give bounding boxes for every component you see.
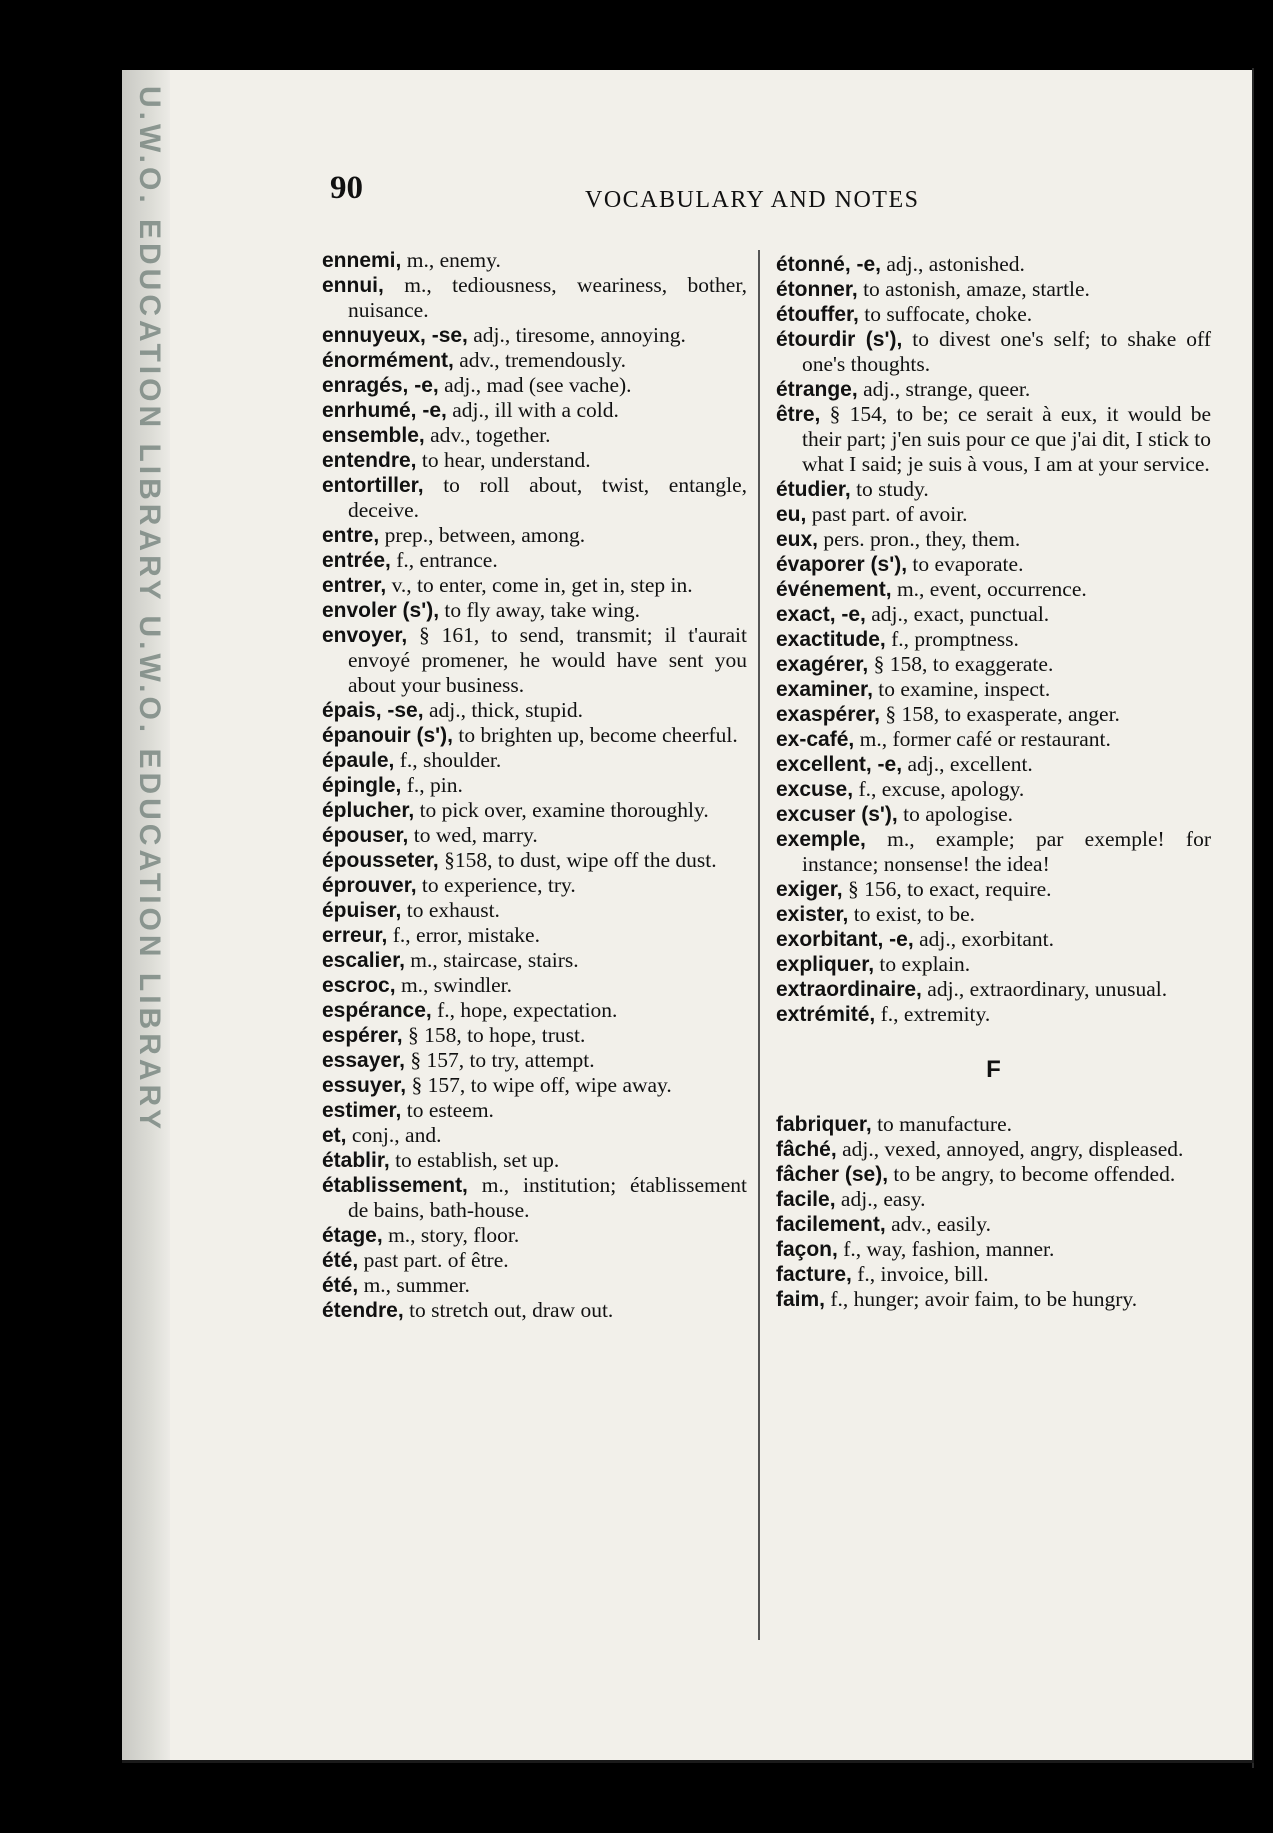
entry-definition: conj., and. [346, 1123, 442, 1147]
entry-definition: to pick over, examine thoroughly. [414, 798, 709, 822]
entry-definition: § 156, to exact, require. [842, 877, 1052, 901]
library-stamp: U.W.O. EDUCATION LIBRARY U.W.O. EDUCATION LIBRARY [133, 86, 166, 1134]
entry-definition: to evaporate. [907, 552, 1024, 576]
entry-definition: to wed, marry. [408, 823, 538, 847]
entry-definition: adj., excellent. [902, 752, 1033, 776]
right-border [1254, 0, 1273, 1833]
entry-headword: épanouir (s'), [322, 724, 454, 747]
vocabulary-entry [322, 473, 747, 523]
running-head: VOCABULARY AND NOTES [585, 187, 920, 213]
entry-headword: ensemble, [322, 424, 425, 447]
entry-headword: fâché, [776, 1138, 837, 1161]
entry-definition: to astonish, amaze, startle. [857, 277, 1090, 301]
entry-definition: m., staircase, stairs. [404, 948, 579, 972]
vocabulary-entry [322, 948, 747, 973]
entry-definition: adj., easy. [835, 1187, 926, 1211]
entry-headword: étonné, -e, [776, 253, 882, 276]
vocabulary-entry [776, 977, 1211, 1002]
vocabulary-entry [322, 448, 747, 473]
right-column-entries [776, 252, 1211, 1027]
vocabulary-entry [322, 773, 747, 798]
vocabulary-entry [322, 398, 747, 423]
entry-definition: adj., thick, stupid. [423, 698, 584, 722]
entry-definition: f., entrance. [390, 548, 498, 572]
entry-definition: f., pin. [401, 773, 463, 797]
vocabulary-entry [322, 548, 747, 573]
entry-definition: adj., strange, queer. [857, 377, 1031, 401]
entry-headword: entortiller, [322, 474, 424, 497]
vocabulary-entry [322, 323, 747, 348]
vocabulary-entry [776, 1002, 1211, 1027]
entry-headword: étendre, [322, 1299, 404, 1322]
entry-headword: escroc, [322, 974, 396, 997]
entry-headword: expliquer, [776, 953, 875, 976]
entry-definition: adj., ill with a cold. [446, 398, 619, 422]
left-column [322, 248, 747, 1323]
vocabulary-entry [776, 302, 1211, 327]
entry-definition: f., extremity. [875, 1002, 991, 1026]
entry-definition: adj., vexed, annoyed, angry, displeased. [836, 1137, 1184, 1161]
entry-headword: événement, [776, 578, 892, 601]
vocabulary-entry [322, 798, 747, 823]
entry-headword: exaspérer, [776, 703, 880, 726]
vocabulary-entry [776, 277, 1211, 302]
entry-definition: adj., exorbitant. [913, 927, 1055, 951]
vocabulary-entry [322, 1273, 747, 1298]
entry-definition: adv., together. [424, 423, 551, 447]
vocabulary-entry [322, 998, 747, 1023]
entry-headword: éprouver, [322, 874, 417, 897]
entry-headword: fabriquer, [776, 1113, 872, 1136]
entry-definition: f., invoice, bill. [851, 1262, 989, 1286]
vocabulary-entry [776, 402, 1211, 477]
entry-definition: §158, to dust, wipe off the dust. [438, 848, 717, 872]
entry-definition: past part. of être. [358, 1248, 509, 1272]
entry-headword: exemple, [776, 828, 866, 851]
entry-definition: v., to enter, come in, get in, step in. [386, 573, 693, 597]
vocabulary-entry [776, 877, 1211, 902]
entry-definition: § 157, to wipe off, wipe away. [406, 1073, 672, 1097]
entry-headword: envoyer, [322, 624, 408, 647]
entry-definition: § 158, to exasperate, anger. [879, 702, 1120, 726]
entry-definition: § 158, to hope, trust. [402, 1023, 586, 1047]
entry-definition: adj., extraordinary, unusual. [921, 977, 1168, 1001]
vocabulary-entry [776, 777, 1211, 802]
vocabulary-entry [776, 927, 1211, 952]
vocabulary-entry [776, 727, 1211, 752]
entry-headword: exiger, [776, 878, 843, 901]
entry-headword: excuser (s'), [776, 803, 898, 826]
vocabulary-entry [322, 1248, 747, 1273]
entry-definition: adj., tiresome, annoying. [467, 323, 686, 347]
vocabulary-entry [322, 1023, 747, 1048]
entry-definition: m., swindler. [395, 973, 513, 997]
entry-headword: enragés, -e, [322, 374, 439, 397]
entry-headword: été, [322, 1274, 359, 1297]
entry-definition: to examine, inspect. [872, 677, 1051, 701]
entry-definition: f., error, mistake. [387, 923, 540, 947]
vocabulary-entry [322, 273, 747, 323]
entry-definition: m., enemy. [401, 248, 501, 272]
entry-definition: adv., easily. [885, 1212, 991, 1236]
entry-headword: escalier, [322, 949, 405, 972]
entry-headword: eux, [776, 528, 819, 551]
vocabulary-entry [322, 1223, 747, 1248]
entry-definition: f., way, fashion, manner. [837, 1237, 1055, 1261]
entry-definition: f., hope, expectation. [431, 998, 618, 1022]
entry-headword: étourdir (s'), [776, 328, 903, 351]
entry-definition: f., shoulder. [394, 748, 502, 772]
vocabulary-entry [322, 1123, 747, 1148]
vocabulary-entry [322, 1098, 747, 1123]
entry-headword: extraordinaire, [776, 978, 922, 1001]
vocabulary-entry [776, 652, 1211, 677]
right-column [776, 252, 1211, 1312]
entry-definition: to explain. [874, 952, 971, 976]
vocabulary-entry [776, 1137, 1211, 1162]
entry-definition: f., excuse, apology. [853, 777, 1025, 801]
entry-headword: ex-café, [776, 728, 855, 751]
entry-definition: m., event, occurrence. [891, 577, 1087, 601]
entry-headword: extrémité, [776, 1003, 876, 1026]
entry-headword: essuyer, [322, 1074, 407, 1097]
vocabulary-entry [776, 677, 1211, 702]
entry-headword: épuiser, [322, 899, 402, 922]
vocabulary-entry [322, 698, 747, 723]
vocabulary-entry [322, 373, 747, 398]
vocabulary-entry [776, 827, 1211, 877]
entry-definition: § 161, to send, transmit; il t'aurait envoyé promener, he would have sent you about your business. [348, 623, 747, 697]
entry-definition: § 157, to try, attempt. [404, 1048, 595, 1072]
entry-headword: exister, [776, 903, 849, 926]
entry-headword: établir, [322, 1149, 390, 1172]
vocabulary-entry [322, 248, 747, 273]
entry-definition: to experience, try. [416, 873, 576, 897]
bottom-edge-rule [122, 1760, 1254, 1763]
vocabulary-entry [322, 623, 747, 698]
entry-headword: faim, [776, 1288, 826, 1311]
entry-definition: f., promptness. [885, 627, 1019, 651]
entry-definition: to be angry, to become offended. [888, 1162, 1176, 1186]
vocabulary-entry [776, 602, 1211, 627]
entry-definition: m., former café or restaurant. [854, 727, 1111, 751]
entry-definition: to brighten up, become cheerful. [453, 723, 738, 747]
entry-definition: to divest one's self; to shake off one's thoughts. [802, 327, 1211, 376]
vocabulary-entry [776, 527, 1211, 552]
entry-definition: m., institution; établissement de bains, bath-house. [348, 1173, 747, 1222]
entry-headword: examiner, [776, 678, 873, 701]
entry-headword: eu, [776, 503, 807, 526]
entry-headword: exactitude, [776, 628, 886, 651]
right-column-f-entries [776, 1112, 1211, 1312]
entry-headword: estimer, [322, 1099, 402, 1122]
vocabulary-entry [322, 523, 747, 548]
entry-headword: énormément, [322, 349, 454, 372]
vocabulary-entry [322, 348, 747, 373]
entry-headword: espérance, [322, 999, 432, 1022]
entry-headword: étouffer, [776, 303, 859, 326]
entry-headword: exagérer, [776, 653, 869, 676]
entry-definition: to suffocate, choke. [858, 302, 1033, 326]
vocabulary-entry [322, 873, 747, 898]
entry-definition: prep., between, among. [379, 523, 586, 547]
entry-headword: épais, -se, [322, 699, 424, 722]
entry-headword: excellent, -e, [776, 753, 903, 776]
entry-headword: étudier, [776, 478, 851, 501]
entry-definition: to stretch out, draw out. [403, 1298, 614, 1322]
vocabulary-entry [776, 577, 1211, 602]
vocabulary-entry [776, 502, 1211, 527]
vocabulary-entry [776, 952, 1211, 977]
entry-headword: épousseter, [322, 849, 439, 872]
entry-definition: to exhaust. [401, 898, 500, 922]
entry-headword: étonner, [776, 278, 858, 301]
column-divider [758, 250, 760, 1640]
entry-headword: ennemi, [322, 249, 402, 272]
entry-definition: adj., mad (see vache). [438, 373, 632, 397]
entry-headword: épingle, [322, 774, 402, 797]
section-letter-heading: F [986, 1056, 1001, 1083]
entry-definition: adv., tremendously. [453, 348, 627, 372]
vocabulary-entry [322, 848, 747, 873]
entry-headword: facture, [776, 1263, 852, 1286]
entry-definition: f., hunger; avoir faim, to be hungry. [825, 1287, 1138, 1311]
entry-definition: § 154, to be; ce serait à eux, it would be their part; j'en suis pour ce que j'ai dit, I stick to what I said; je suis à vous, I am at your service. [802, 402, 1211, 476]
vocabulary-entry [776, 802, 1211, 827]
entry-headword: ennuyeux, -se, [322, 324, 468, 347]
entry-headword: envoler (s'), [322, 599, 440, 622]
entry-headword: établissement, [322, 1174, 468, 1197]
entry-headword: exact, -e, [776, 603, 866, 626]
entry-headword: fâcher (se), [776, 1163, 889, 1186]
vocabulary-entry [776, 252, 1211, 277]
vocabulary-entry [322, 1298, 747, 1323]
vocabulary-entry [776, 1112, 1211, 1137]
entry-definition: to manufacture. [871, 1112, 1012, 1136]
entry-headword: exorbitant, -e, [776, 928, 914, 951]
vocabulary-entry [776, 752, 1211, 777]
vocabulary-entry [776, 1262, 1211, 1287]
vocabulary-entry [322, 1073, 747, 1098]
entry-headword: épouser, [322, 824, 409, 847]
entry-headword: facile, [776, 1188, 836, 1211]
entry-headword: étrange, [776, 378, 858, 401]
entry-definition: m., summer. [358, 1273, 470, 1297]
entry-definition: adj., exact, punctual. [865, 602, 1050, 626]
vocabulary-entry [322, 748, 747, 773]
entry-headword: entrer, [322, 574, 387, 597]
entry-definition: adj., astonished. [881, 252, 1025, 276]
entry-headword: espérer, [322, 1024, 403, 1047]
vocabulary-entry [776, 477, 1211, 502]
entry-definition: m., example; par exemple! for instance; nonsense! the idea! [802, 827, 1211, 876]
vocabulary-entry [776, 1287, 1211, 1312]
entry-definition: to esteem. [401, 1098, 494, 1122]
vocabulary-entry [776, 377, 1211, 402]
vocabulary-entry [322, 973, 747, 998]
entry-headword: ennui, [322, 274, 384, 297]
entry-headword: excuse, [776, 778, 854, 801]
page-number: 90 [330, 170, 363, 206]
entry-definition: m., tediousness, weariness, bother, nuisance. [348, 273, 747, 322]
entry-headword: été, [322, 1249, 359, 1272]
vocabulary-entry [776, 552, 1211, 577]
vocabulary-entry [322, 598, 747, 623]
vocabulary-entry [776, 902, 1211, 927]
vocabulary-entry [776, 1187, 1211, 1212]
entry-definition: to study. [850, 477, 929, 501]
vocabulary-entry [322, 1048, 747, 1073]
entry-definition: to roll about, twist, entangle, deceive. [348, 473, 747, 522]
entry-headword: entrée, [322, 549, 391, 572]
entry-headword: enrhumé, -e, [322, 399, 447, 422]
entry-definition: past part. of avoir. [806, 502, 968, 526]
entry-definition: to exist, to be. [848, 902, 976, 926]
entry-headword: et, [322, 1124, 347, 1147]
vocabulary-entry [776, 702, 1211, 727]
entry-headword: éplucher, [322, 799, 415, 822]
entry-headword: étage, [322, 1224, 383, 1247]
vocabulary-entry [776, 1162, 1211, 1187]
entry-headword: évaporer (s'), [776, 553, 908, 576]
vocabulary-entry [776, 627, 1211, 652]
vocabulary-entry [322, 573, 747, 598]
vocabulary-entry [322, 898, 747, 923]
vocabulary-entry [322, 823, 747, 848]
entry-headword: essayer, [322, 1049, 405, 1072]
vocabulary-entry [322, 1148, 747, 1173]
entry-definition: to establish, set up. [389, 1148, 560, 1172]
entry-headword: erreur, [322, 924, 388, 947]
vocabulary-entry [322, 723, 747, 748]
entry-definition: § 158, to exaggerate. [868, 652, 1054, 676]
entry-headword: entre, [322, 524, 380, 547]
entry-definition: to hear, understand. [416, 448, 591, 472]
entry-definition: pers. pron., they, them. [818, 527, 1021, 551]
entry-headword: être, [776, 403, 821, 426]
entry-headword: facilement, [776, 1213, 886, 1236]
vocabulary-entry [776, 1237, 1211, 1262]
vocabulary-entry [776, 327, 1211, 377]
vocabulary-entry [322, 423, 747, 448]
entry-definition: to apologise. [897, 802, 1013, 826]
vocabulary-entry [322, 1173, 747, 1223]
entry-definition: m., story, floor. [382, 1223, 520, 1247]
entry-headword: façon, [776, 1238, 838, 1261]
entry-definition: to fly away, take wing. [439, 598, 641, 622]
entry-headword: entendre, [322, 449, 417, 472]
entry-headword: épaule, [322, 749, 395, 772]
vocabulary-entry [322, 923, 747, 948]
vocabulary-entry [776, 1212, 1211, 1237]
